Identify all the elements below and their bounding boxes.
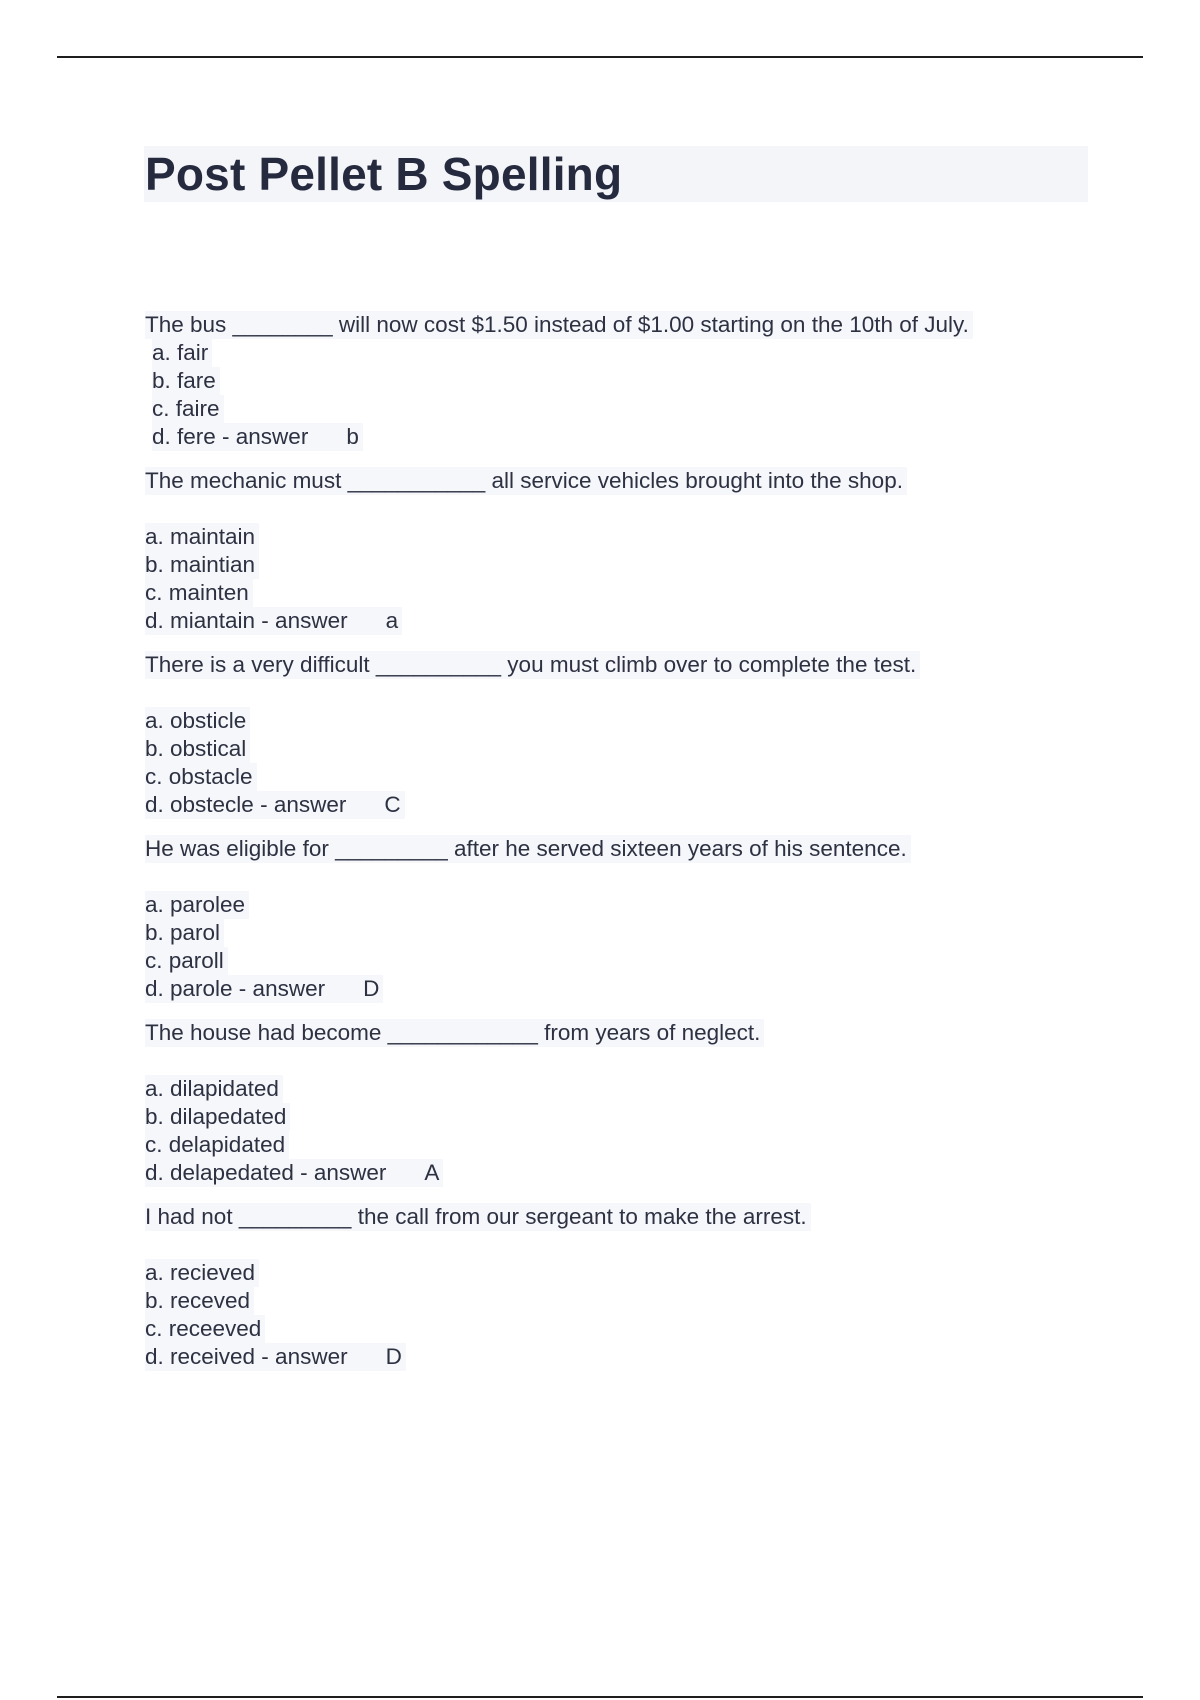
question-5-option-a: a. dilapidated <box>145 1075 283 1103</box>
question-1-option-d <box>152 423 363 451</box>
question-6 <box>145 1203 1105 1371</box>
question-1-options <box>145 339 1105 451</box>
question-3-options <box>145 707 1105 819</box>
question-5-option-b: b. dilapedated <box>145 1103 290 1131</box>
question-2 <box>145 467 1105 635</box>
question-4-option-c: c. paroll <box>145 947 228 975</box>
question-6-option-b: b. receved <box>145 1287 254 1315</box>
question-6-prompt: I had not _________ the call from our sergeant to make the arrest. <box>145 1203 811 1231</box>
question-1-option-d-text: d. fere - answer <box>152 424 309 449</box>
question-6-option-c: c. receeved <box>145 1315 265 1343</box>
question-3-option-d <box>145 791 405 819</box>
question-5-option-d <box>145 1159 443 1187</box>
question-5 <box>145 1019 1105 1187</box>
question-6-answer: D <box>385 1344 402 1369</box>
question-6-options <box>145 1259 1105 1371</box>
question-2-option-c: c. mainten <box>145 579 253 607</box>
question-list <box>145 311 1105 1387</box>
question-1-option-c: c. faire <box>152 395 224 423</box>
question-3-answer: C <box>384 792 401 817</box>
question-4-option-a: a. parolee <box>145 891 249 919</box>
question-4 <box>145 835 1105 1003</box>
question-5-options <box>145 1075 1105 1187</box>
question-2-option-d <box>145 607 402 635</box>
question-5-prompt: The house had become ____________ from years of neglect. <box>145 1019 764 1047</box>
question-2-option-d-text: d. miantain - answer <box>145 608 348 633</box>
question-4-option-b: b. parol <box>145 919 224 947</box>
question-1 <box>145 311 1105 451</box>
question-2-answer: a <box>385 608 399 633</box>
question-3-option-b: b. obstical <box>145 735 250 763</box>
question-2-option-a: a. maintain <box>145 523 259 551</box>
question-3-option-d-text: d. obstecle - answer <box>145 792 347 817</box>
question-5-answer: A <box>424 1160 440 1185</box>
question-3 <box>145 651 1105 819</box>
question-3-prompt: There is a very difficult __________ you must climb over to complete the test. <box>145 651 920 679</box>
question-3-option-c: c. obstacle <box>145 763 257 791</box>
question-4-options <box>145 891 1105 1003</box>
question-4-answer: D <box>363 976 380 1001</box>
question-6-option-d <box>145 1343 406 1371</box>
question-5-option-c: c. delapidated <box>145 1131 289 1159</box>
question-4-option-d-text: d. parole - answer <box>145 976 326 1001</box>
question-4-option-d <box>145 975 383 1003</box>
question-5-option-d-text: d. delapedated - answer <box>145 1160 387 1185</box>
question-3-option-a: a. obsticle <box>145 707 250 735</box>
question-6-option-a: a. recieved <box>145 1259 259 1287</box>
question-1-answer: b <box>346 424 359 449</box>
question-4-prompt: He was eligible for _________ after he served sixteen years of his sentence. <box>145 835 911 863</box>
top-rule <box>57 56 1143 58</box>
question-1-option-b: b. fare <box>152 367 220 395</box>
question-2-prompt: The mechanic must ___________ all service vehicles brought into the shop. <box>145 467 907 495</box>
question-1-prompt: The bus ________ will now cost $1.50 instead of $1.00 starting on the 10th of July. <box>145 311 973 339</box>
question-2-options <box>145 523 1105 635</box>
question-1-option-a: a. fair <box>152 339 212 367</box>
question-6-option-d-text: d. received - answer <box>145 1344 348 1369</box>
document-title: Post Pellet B Spelling <box>145 148 623 200</box>
bottom-rule <box>57 1696 1143 1698</box>
question-2-option-b: b. maintian <box>145 551 259 579</box>
